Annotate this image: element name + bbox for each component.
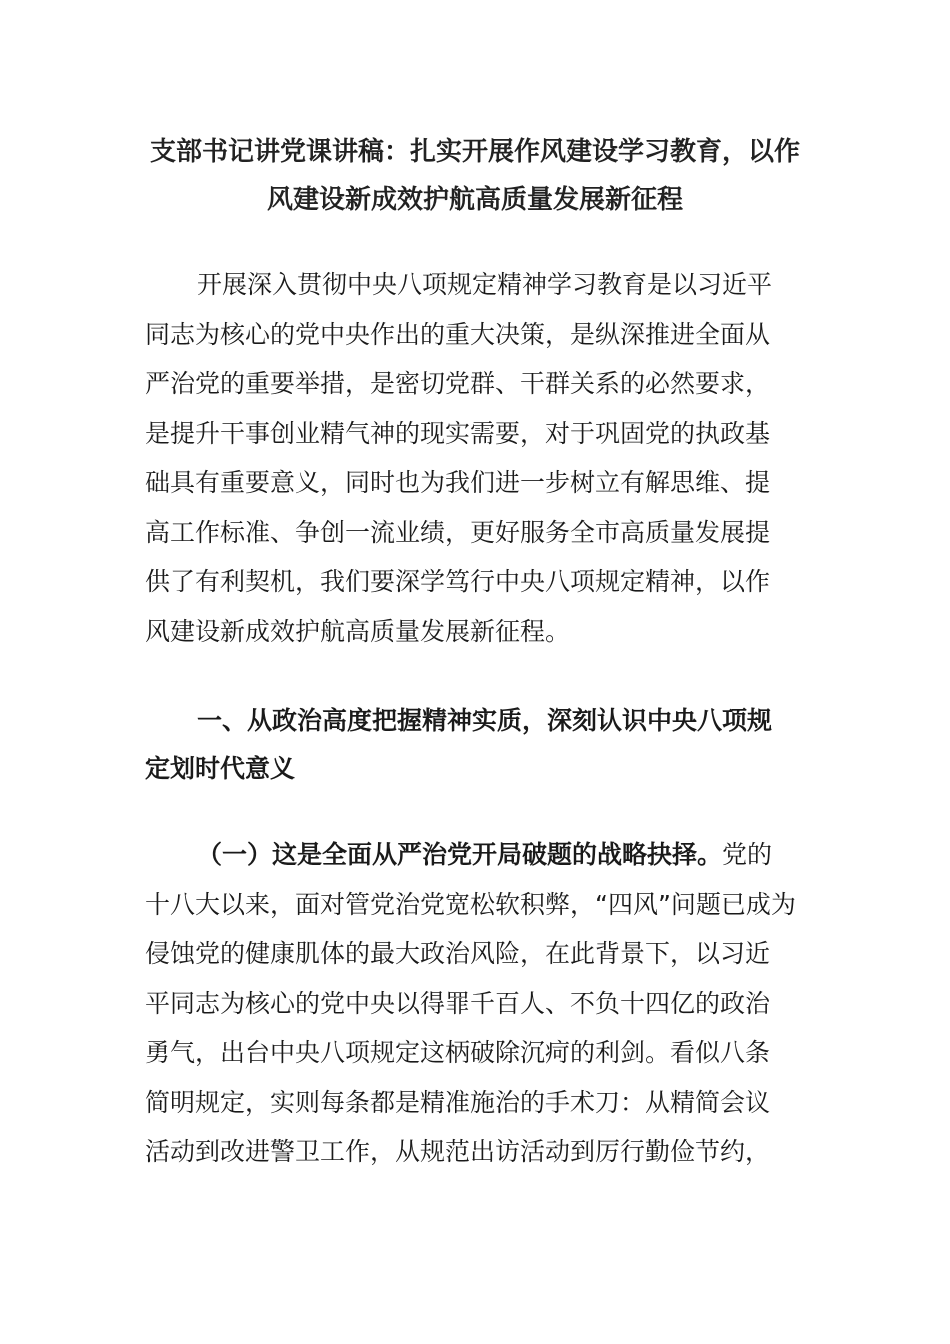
paragraph-line: 侵蚀党的健康肌体的最大政治风险，在此背景下，以习近 [145,939,771,968]
paragraph-first-line [145,830,805,880]
paragraph-line: 同志为核心的党中央作出的重大决策，是纵深推进全面从 [145,319,771,349]
heading-line: 一、从政治高度把握精神实质，深刻认识中央八项规 [197,706,773,735]
paragraph-line: 高工作标准、争创一流业绩，更好服务全市高质量发展提 [145,517,771,547]
paragraph-line: 勇气，出台中央八项规定这柄破除沉疴的利剑。看似八条 [145,1038,771,1067]
paragraph-line: 础具有重要意义，同时也为我们进一步树立有解思维、提 [145,468,771,497]
paragraph-line: 平同志为核心的党中央以得罪千百人、不负十四亿的政治 [145,988,771,1018]
title-line-1: 支部书记讲党课讲稿：扎实开展作风建设学习教育，以作 [149,137,800,167]
subsection-lead: （一）这是全面从严治党开局破题的战略抉择。 [197,840,723,869]
paragraph-line: 开展深入贯彻中央八项规定精神学习教育是以习近平 [197,270,773,299]
paragraph-line: 严治党的重要举措，是密切党群、干群关系的必然要求， [145,369,771,398]
subsection-paragraph-1 [145,830,805,1177]
section-heading-1 [145,697,805,793]
document-title [145,128,805,224]
paragraph-line: 活动到改进警卫工作，从规范出访活动到厉行勤俭节约， [145,1137,771,1166]
paragraph-line: 供了有利契机，我们要深学笃行中央八项规定精神，以作 [145,567,771,596]
paragraph-line: 风建设新成效护航高质量发展新征程。 [145,616,571,646]
title-line-2: 风建设新成效护航高质量发展新征程 [266,185,683,215]
paragraph-line: 十八大以来，面对管党治党宽松软积弊，“四风”问题已成为 [145,889,796,919]
paragraph-line: 简明规定，实则每条都是精准施治的手术刀：从精简会议 [145,1087,771,1117]
paragraph-line: 是提升干事创业精气神的现实需要，对于巩固党的执政基 [145,418,771,448]
heading-line: 定划时代意义 [145,754,296,783]
intro-paragraph [145,260,805,656]
first-line-rest: 党的 [722,840,773,869]
